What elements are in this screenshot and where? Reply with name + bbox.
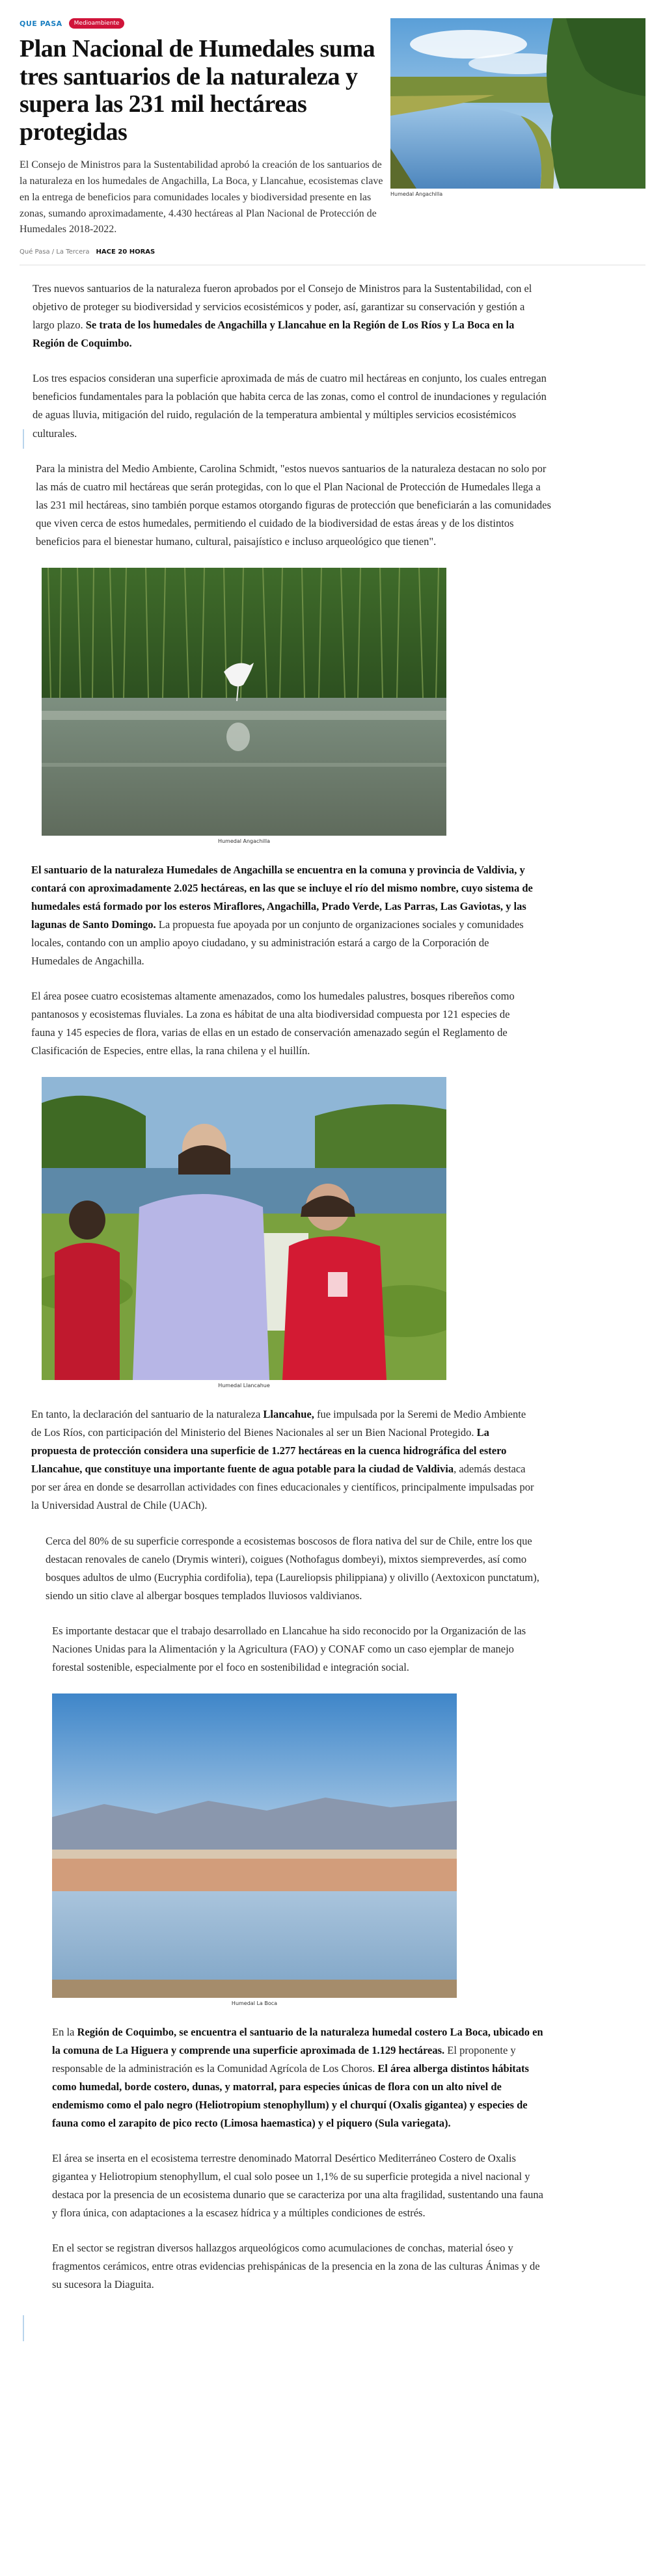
paragraph-1-bold: Se trata de los humedales de Angachilla y Llancahue en la Región de Los Ríos y La Boca en la Región de Coquimbo. — [33, 319, 515, 350]
paragraph-6-b: Llancahue, — [263, 1408, 314, 1421]
kicker — [20, 18, 384, 29]
hero-figure — [390, 18, 645, 256]
tag-badge[interactable]: Medioambiente — [69, 18, 125, 29]
article-body — [0, 265, 665, 2337]
paragraph-7: Cerca del 80% de su superficie corresponde a ecosistemas boscosos de flora nativa del sur de Chile, entre los que destacan renovales de canelo (Drymis winteri), coigues (Nothofagus dombeyi), mixtos siempreverdes, así como bosques adultos de ulmo (Eucryphia cordifolia), tepa (Laureliopsis philippiana) y olivillo (Aextoxicon punctatum), siendo un sitio clave al albergar bosques templados lluviosos valdivianos. — [46, 1534, 539, 1602]
figure-angachilla — [0, 568, 665, 844]
hero-caption: Humedal Angachilla — [390, 191, 443, 197]
paragraph-6-c: fue impulsada por la Seremi de Medio Ambiente de Los Ríos, con participación del Ministerio del Bienes Nacionales al ser un Bien Nacional Protegido. — [31, 1408, 526, 1439]
paragraph-9 — [0, 2023, 665, 2132]
image-angachilla — [42, 568, 446, 836]
paragraph-9-d: El área alberga distintos hábitats como humedal, borde costero, dunas, y matorral, para especies únicas de flora con un alto nivel de endemismo como el palo negro (Heliotropium stenophyllum) y el churquí (Oxalis gigantea) y especies de fauna como el zarapito de pico recto (Limosa haemastica) y el piquero (Sula variegata). — [52, 2062, 529, 2130]
hero-image — [390, 18, 645, 189]
paragraph-4 — [0, 861, 665, 970]
figure-la-boca — [0, 1693, 665, 2006]
section-link[interactable]: QUE PASA — [20, 19, 62, 28]
byline-time: HACE 20 HORAS — [96, 248, 156, 256]
paragraph-6 — [0, 1405, 665, 1515]
caption-llancahue: Humedal Llancahue — [218, 1383, 270, 1389]
paragraph-4-bold: El santuario de la naturaleza Humedales de Angachilla se encuentra en la comuna y provincia de Valdivia, y contará con aproximadamente 2.025 hectáreas, en las que se incluye el río del mismo nombre, cuyo sistema de humedales está formado por los esteros Miraflores, Angachilla, Prado Verde, Las Parras, Las Gaviotas, y las lagunas de Santo Domingo. — [31, 863, 533, 931]
paragraph-11: En el sector se registran diversos hallazgos arqueológicos como acumulaciones de conchas, material óseo y fragmentos cerámicos, entre otras evidencias prehispánicas de la presencia en la zona de las culturas Ánimas y de su sucesora la Diaguita. — [52, 2242, 540, 2291]
quote-marker-2 — [23, 2315, 24, 2341]
paragraph-6-e: , además destaca por ser área en donde se desarrollan actividades con fines educacionales y científicos, principalmente impulsadas por la Universidad Austral de Chile (UACh). — [31, 1463, 534, 1512]
paragraph-9-b: Región de Coquimbo, se encuentra el santuario de la naturaleza humedal costero La Boca, ubicado en la comuna de La Higuera y comprende una superficie aproximada de 1.129 hectáreas. — [52, 2025, 543, 2056]
header-text — [20, 18, 384, 256]
paragraph-8: Es importante destacar que el trabajo desarrollado en Llancahue ha sido reconocido por la Organización de las Naciones Unidas para la Alimentación y la Agricultura (FAO) y CONAF como un caso ejemplar de manejo forestal sostenible, especialmente por el foco en sostenibilidad e integración social. — [52, 1624, 526, 1673]
paragraph-9-a: En la — [52, 2025, 75, 2038]
paragraph-2: Los tres espacios consideran una superficie aproximada de más de cuatro mil hectáreas en conjunto, los cuales entregan beneficios fundamentales para la población que habita cerca de las zonas, como el control de inundaciones y regulación de aguas lluvia, mitigación del ruido, regulación de la temperatura ambiental y múltiples servicios ecosistémicos culturales. — [33, 372, 547, 440]
article-title: Plan Nacional de Humedales suma tres santuarios de la naturaleza y supera las 231 mil hectáreas protegidas — [20, 35, 375, 146]
paragraph-6-d: La propuesta de protección considera una superficie de 1.277 hectáreas en la cuenca hidrográfica del estero Llancahue, que constituye una importante fuente de agua potable para la ciudad de Valdivia — [31, 1426, 507, 1476]
paragraph-1-text: Tres nuevos santuarios de la naturaleza fueron aprobados por el Consejo de Ministros para la Sustentabilidad, con el objetivo de proteger su biodiversidad y servicios ecosistémicos y poder, así, garantizar su conservación y gestión a largo plazo. — [33, 282, 532, 332]
caption-angachilla: Humedal Angachilla — [217, 838, 271, 844]
paragraph-10: El área se inserta en el ecosistema terrestre denominado Matorral Desértico Mediterráneo Costero de Oxalis gigantea y Heliotropium stenophyllum, el cual solo posee un 1,1% de su superficie protegida a nivel nacional y destaca por la presencia de un ecosistema dunario que se caracteriza por una alta fragilidad, sustentando una fauna y flora única, con adaptaciones a la escasez hídrica y a múltiples condiciones de estrés. — [52, 2152, 543, 2220]
image-llancahue — [42, 1077, 446, 1380]
byline-author[interactable]: Qué Pasa / La Tercera — [20, 248, 90, 256]
article-header — [0, 0, 665, 256]
paragraph-9-c: El proponente y responsable de la administración es la Comunidad Agrícola de Los Choros. — [52, 2043, 516, 2075]
paragraph-5: El área posee cuatro ecosistemas altamente amenazados, como los humedales palustres, bosques ribereños como pantanosos y ecosistemas fluviales. La zona es hábitat de una alta biodiversidad compuesta por 121 especies de fauna y 145 especies de flora, varias de ellas en un estado de conservación amenazado según el Reglamento de Clasificación de Especies, entre ellas, la rana chilena y el huillín. — [31, 990, 515, 1057]
byline — [20, 248, 384, 256]
paragraph-1 — [0, 280, 665, 352]
quote-marker-1 — [23, 429, 24, 449]
caption-la-boca: Humedal La Boca — [231, 2000, 278, 2006]
paragraph-3: Para la ministra del Medio Ambiente, Carolina Schmidt, "estos nuevos santuarios de la naturaleza destacan no solo por las más de cuatro mil hectáreas que serán protegidas, con lo que el Plan Nacional de Protección de Humedales llega a las 231 mil hectáreas, sino también porque estamos otorgando figuras de protección que beneficiarán a las comunidades que viven cerca de estos humedales, permitiendo el cuidado de la biodiversidad de estas áreas y de los distintos beneficios para el bienestar humano, cultural, paisajístico e incluso arqueológico que tienen". — [36, 462, 551, 548]
figure-llancahue — [0, 1077, 665, 1388]
image-la-boca — [52, 1693, 457, 1998]
paragraph-4-text: La propuesta fue apoyada por un conjunto de organizaciones sociales y comunidades locales, contando con un amplio apoyo ciudadano, y su administración estará a cargo de la Corporación de Humedales de Angachilla. — [31, 918, 524, 968]
article-lede: El Consejo de Ministros para la Sustentabilidad aprobó la creación de los santuarios de la naturaleza en los humedales de Angachilla, La Boca, y Llancahue, ecosistemas clave en la entrega de beneficios para comunidades locales y biodiversidad presente en las zonas, sumando aproximadamente, 4.430 hectáreas al Plan Nacional de Protección de Humedales 2018-2022. — [20, 159, 383, 235]
paragraph-6-a: En tanto, la declaración del santuario de la naturaleza — [31, 1408, 261, 1421]
